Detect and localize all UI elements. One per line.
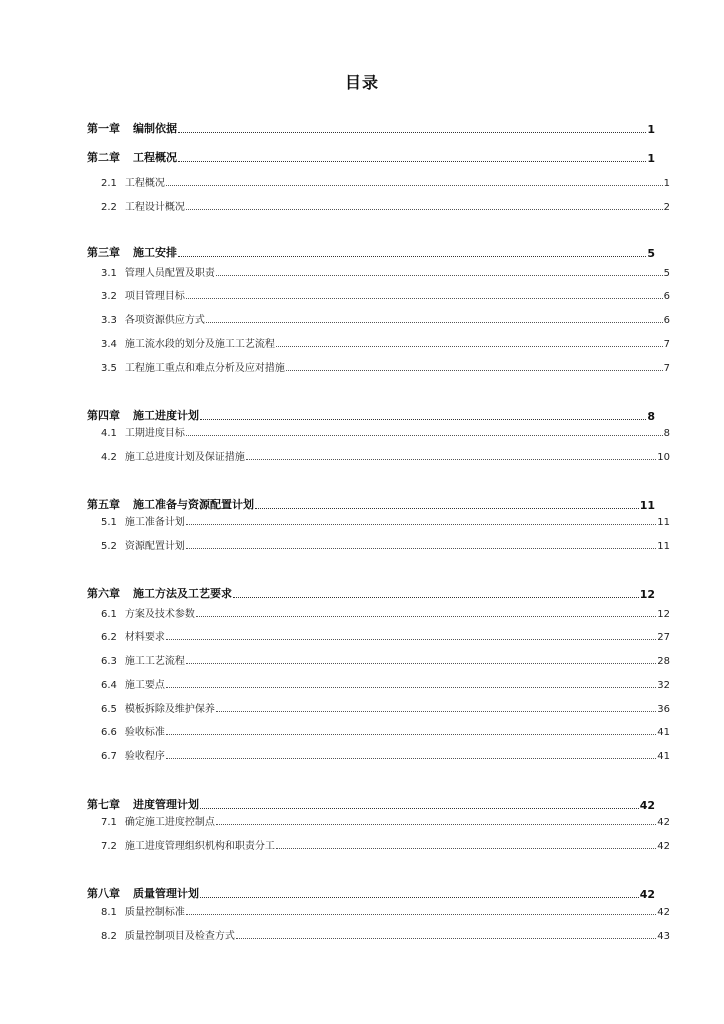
entry-number: 2.2 [101,202,117,213]
entry-label: 质量控制标准 [124,907,185,918]
entry-label: 施工准备计划 [124,517,185,528]
entry-number: 4.1 [101,428,117,439]
entry-number: 5.2 [101,541,117,552]
dot-leader [186,663,656,664]
entry-page-number: 42 [639,799,655,812]
entry-label: 方案及技术参数 [124,609,195,620]
entry-label: 工程概况 [133,151,177,164]
dot-leader [216,275,663,276]
dot-leader [276,848,656,849]
toc-section-entry[interactable] [101,649,670,667]
entry-page-number: 6 [663,291,670,302]
toc-section-entry[interactable] [101,602,670,620]
entry-label: 模板拆除及维护保养 [124,704,215,715]
entry-label: 工程设计概况 [124,202,185,213]
entry-number: 第一章 [87,122,120,135]
entry-page-number: 12 [639,588,655,601]
entry-label: 管理人员配置及职责 [124,268,215,279]
entry-page-number: 27 [657,632,670,643]
entry-page-number: 36 [657,704,670,715]
dot-leader [206,322,663,323]
dot-leader [186,524,656,525]
dot-leader [178,256,646,257]
entry-page-number: 1 [663,178,670,189]
dot-leader [166,639,656,640]
entry-number: 第八章 [87,887,120,900]
entry-page-number: 8 [663,428,670,439]
entry-page-number: 42 [657,907,670,918]
toc-section-entry[interactable] [101,744,670,762]
toc-section-entry[interactable] [101,900,670,918]
entry-number: 第三章 [87,246,120,259]
entry-page-number: 5 [663,268,670,279]
entry-label: 施工总进度计划及保证措施 [124,452,245,463]
toc-section-entry[interactable] [101,697,670,715]
toc-section-entry[interactable] [101,421,670,439]
entry-number: 3.5 [101,363,117,374]
entry-label: 项目管理目标 [124,291,185,302]
toc-section-entry[interactable] [101,673,670,691]
entry-page-number: 5 [647,247,655,260]
entry-number: 3.4 [101,339,117,350]
entry-page-number: 7 [663,339,670,350]
entry-number: 8.1 [101,907,117,918]
entry-page-number: 11 [657,517,670,528]
dot-leader [196,616,656,617]
entry-page-number: 10 [657,452,670,463]
entry-number: 3.1 [101,268,117,279]
entry-page-number: 32 [657,680,670,691]
entry-page-number: 42 [657,841,670,852]
entry-page-number: 1 [647,152,655,165]
entry-number: 7.1 [101,817,117,828]
entry-label: 施工方法及工艺要求 [133,587,232,600]
entry-number: 6.7 [101,751,117,762]
entry-page-number: 28 [657,656,670,667]
entry-label: 进度管理计划 [133,798,199,811]
entry-number: 第四章 [87,409,120,422]
dot-leader [166,687,656,688]
entry-page-number: 43 [657,931,670,942]
entry-page-number: 6 [663,315,670,326]
toc-chapter-entry[interactable] [87,242,655,260]
toc-section-entry[interactable] [101,284,670,302]
entry-label: 施工要点 [124,680,165,691]
entry-number: 6.5 [101,704,117,715]
entry-label: 施工工艺流程 [124,656,185,667]
entry-label: 施工安排 [133,246,177,259]
entry-label: 施工进度计划 [133,409,199,422]
toc-section-entry[interactable] [101,445,670,463]
dot-leader [236,938,656,939]
entry-page-number: 12 [657,609,670,620]
toc-section-entry[interactable] [101,720,670,738]
toc-section-entry[interactable] [101,510,670,528]
dot-leader [178,161,646,162]
entry-label: 施工准备与资源配置计划 [133,498,254,511]
entry-label: 验收标准 [124,727,165,738]
entry-label: 工程施工重点和难点分析及应对措施 [124,363,285,374]
dot-leader [233,597,639,598]
entry-page-number: 1 [647,123,655,136]
entry-page-number: 8 [647,410,655,423]
entry-number: 6.3 [101,656,117,667]
entry-number: 8.2 [101,931,117,942]
entry-number: 6.1 [101,609,117,620]
dot-leader [178,132,646,133]
dot-leader [255,508,639,509]
entry-page-number: 11 [657,541,670,552]
dot-leader [186,435,663,436]
entry-number: 第六章 [87,587,120,600]
toc-section-entry[interactable] [101,308,670,326]
entry-number: 6.4 [101,680,117,691]
entry-number: 6.6 [101,727,117,738]
toc-chapter-entry[interactable] [87,883,655,901]
dot-leader [246,459,656,460]
dot-leader [200,808,639,809]
entry-label: 材料要求 [124,632,165,643]
dot-leader [186,298,663,299]
entry-number: 3.2 [101,291,117,302]
entry-number: 7.2 [101,841,117,852]
dot-leader [186,548,656,549]
toc-section-entry[interactable] [101,625,670,643]
entry-number: 第二章 [87,151,120,164]
toc-chapter-entry[interactable] [87,583,655,601]
dot-leader [186,914,656,915]
entry-label: 资源配置计划 [124,541,185,552]
toc-section-entry[interactable] [101,195,670,213]
toc-section-entry[interactable] [101,810,670,828]
toc-section-entry[interactable] [101,332,670,350]
entry-label: 施工流水段的划分及施工工艺流程 [124,339,275,350]
toc-chapter-entry[interactable] [87,118,655,136]
entry-page-number: 7 [663,363,670,374]
dot-leader [200,419,646,420]
entry-label: 工期进度目标 [124,428,185,439]
dot-leader [276,346,663,347]
entry-number: 4.2 [101,452,117,463]
entry-number: 5.1 [101,517,117,528]
entry-number: 2.1 [101,178,117,189]
entry-page-number: 41 [657,751,670,762]
entry-label: 各项资源供应方式 [124,315,205,326]
dot-leader [216,824,656,825]
toc-section-entry[interactable] [101,261,670,279]
entry-number: 3.3 [101,315,117,326]
entry-number: 6.2 [101,632,117,643]
toc-section-entry[interactable] [101,924,670,942]
toc-section-entry[interactable] [101,356,670,374]
toc-chapter-entry[interactable] [87,147,655,165]
dot-leader [166,734,656,735]
dot-leader [200,897,639,898]
dot-leader [216,711,656,712]
toc-section-entry[interactable] [101,834,670,852]
entry-page-number: 2 [663,202,670,213]
dot-leader [166,758,656,759]
dot-leader [166,185,663,186]
toc-section-entry[interactable] [101,171,670,189]
entry-page-number: 42 [657,817,670,828]
entry-label: 质量控制项目及检查方式 [124,931,235,942]
entry-label: 验收程序 [124,751,165,762]
dot-leader [286,370,663,371]
entry-label: 确定施工进度控制点 [124,817,215,828]
entry-label: 工程概况 [124,178,165,189]
entry-number: 第五章 [87,498,120,511]
entry-label: 施工进度管理组织机构和职责分工 [124,841,275,852]
entry-page-number: 42 [639,888,655,901]
entry-page-number: 11 [639,499,655,512]
entry-page-number: 41 [657,727,670,738]
toc-title: 目录 [344,73,379,92]
entry-number: 第七章 [87,798,120,811]
entry-label: 质量管理计划 [133,887,199,900]
toc-section-entry[interactable] [101,534,670,552]
dot-leader [186,209,663,210]
entry-label: 编制依据 [133,122,177,135]
